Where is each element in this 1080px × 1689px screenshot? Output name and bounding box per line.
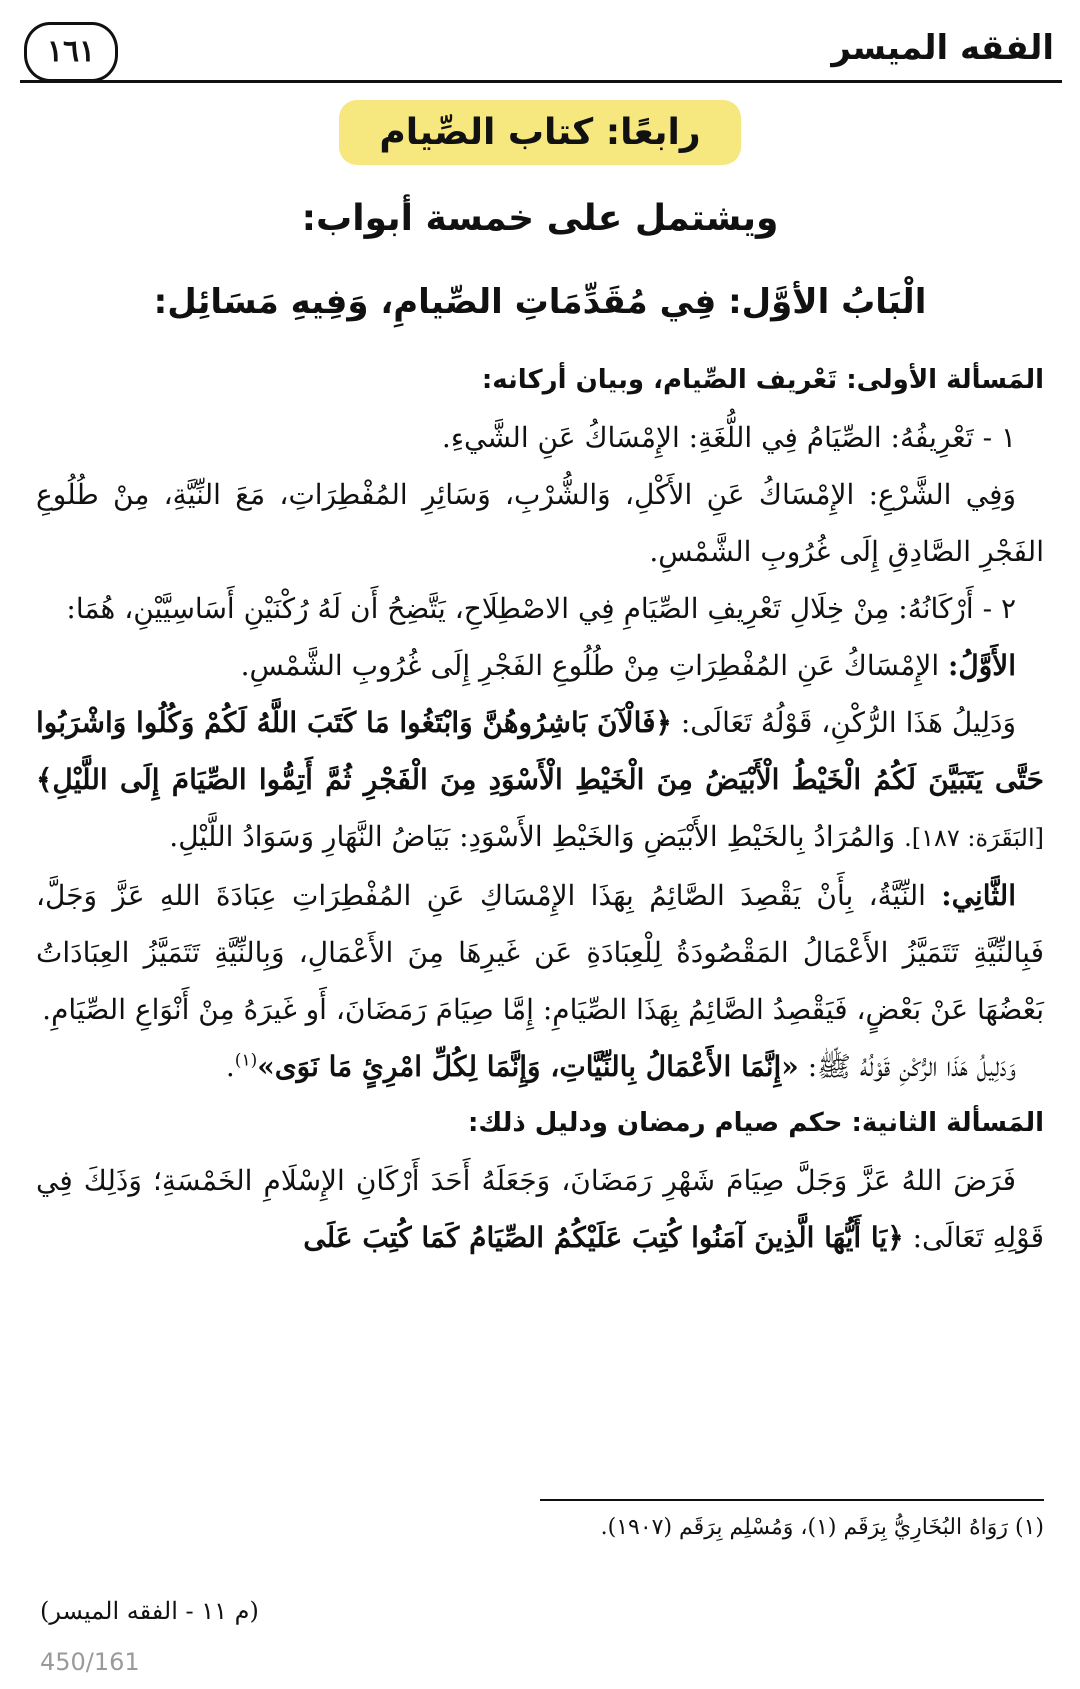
verse-reference: [البَقَرَة: ١٨٧].: [904, 824, 1044, 852]
footnote-divider: [540, 1499, 1044, 1501]
footnote: (١) رَوَاهُ البُخَارِيُّ بِرَقَم (١)، وَمُسْلِم بِرَقَم (١٩٠٧).: [600, 1515, 1044, 1540]
page-number-badge: ١٦١: [24, 22, 118, 82]
pillar-first: [36, 637, 1044, 694]
page-header: [20, 18, 1062, 82]
pillar-first-label: الأَوَّلُ:: [948, 649, 1016, 682]
pdf-page-counter: 450/161: [40, 1648, 140, 1676]
hadith-text: «إِنَّمَا الأَعْمَالُ بِالنِّيَّاتِ، وَإِنَّمَا لِكُلِّ امْرِئٍ مَا نَوَى»: [257, 1050, 799, 1083]
issue-2-body: فَرَضَ اللهُ عَزَّ وَجَلَّ صِيَامَ شَهْرِ رَمَضَانَ، وَجَعَلَهُ أَحَدَ أَرْكَانِ الإِسْلَامِ الخَمْسَةِ؛ وَذَلِكَ فِي قَوْلِهِ تَعَالَى:: [36, 1164, 1044, 1254]
signature-mark: (م ١١ - الفقه الميسر): [40, 1597, 259, 1625]
chapter-heading-wrap: [0, 100, 1080, 165]
pillar-second-label: الثَّانِي:: [941, 879, 1016, 912]
hadith-end: .: [225, 1050, 235, 1083]
footnote-marker: (١): [234, 1050, 258, 1071]
evidence-2: [36, 1038, 1044, 1095]
evidence-1-intro: وَدَلِيلُ هَذَا الرُّكْنِ، قَوْلُهُ تَعَالَى:: [680, 706, 1016, 739]
definition-language: ١ - تَعْرِيفُهُ: الصِّيَامُ فِي اللُّغَةِ: الإِمْسَاكُ عَنِ الشَّيءِ.: [441, 421, 1016, 454]
pillars-intro: ٢ - أَرْكَانُهُ: مِنْ خِلَالِ تَعْرِيفِ الصِّيَامِ فِي الاصْطِلَاحِ، يَتَّضِحُ أَن لَهُ رُكْنَيْنِ أَسَاسِيَّيْنِ، هُمَا:: [66, 592, 1016, 625]
definition-sharia: وَفِي الشَّرْعِ: الإِمْسَاكُ عَنِ الأَكْلِ، وَالشُّرْبِ، وَسَائِرِ المُفْطِرَاتِ، مَعَ النِّيَّةِ، مِنْ طُلُوعِ الفَجْرِ الصَّادِقِ إِلَى غُرُوبِ الشَّمْسِ.: [36, 478, 1044, 568]
section-title: الْبَابُ الأوَّل: فِي مُقَدِّمَاتِ الصِّيامِ، وَفِيهِ مَسَائِل:: [153, 282, 927, 322]
quran-verse-baqarah-187: ﴿فَالْآنَ بَاشِرُوهُنَّ وَابْتَغُوا مَا كَتَبَ اللَّهُ لَكُمْ وَكُلُوا وَاشْرَبُوا حَتَّى يَتَبَيَّنَ لَكُمُ الْخَيْطُ الْأَبْيَضُ مِنَ الْخَيْطِ الْأَسْوَدِ مِنَ الْفَجْرِ ثُمَّ أَتِمُّوا الصِّيَامَ إِلَى اللَّيْلِ﴾: [36, 706, 1044, 796]
header-divider: [20, 80, 1062, 83]
quran-verse-fasting: ﴿يَا أَيُّهَا الَّذِينَ آمَنُوا كُتِبَ عَلَيْكُمُ الصِّيَامُ كَمَا كُتِبَ عَلَى: [303, 1221, 904, 1254]
issue-2-text: [36, 1152, 1044, 1266]
pillar-first-text: الإِمْسَاكُ عَنِ المُفْطِرَاتِ مِنْ طُلُوعِ الفَجْرِ إِلَى غُرُوبِ الشَّمْسِ.: [240, 649, 940, 682]
issue-2-heading: المَسألة الثانية: حكم صيام رمضان ودليل ذلك:: [468, 1108, 1044, 1138]
verse-meaning: وَالمُرَادُ بِالخَيْطِ الأَبْيَضِ وَالخَيْطِ الأَسْوَدِ: بَيَاضُ النَّهَارِ وَسَوَادُ اللَّيْلِ.: [169, 820, 896, 853]
issue-1-heading: المَسألة الأولى: تَعْريف الصِّيام، وبيان أركانه:: [481, 365, 1044, 395]
body-text: [36, 352, 1044, 1266]
pillar-second: [36, 867, 1044, 1038]
evidence-2-intro: وَدَلِيلُ هَذَا الرُّكْنِ قَوْلُهُ ﷺ:: [807, 1050, 1016, 1083]
running-title: الفقه الميسر: [831, 28, 1054, 68]
chapter-title-highlighted: رابعًا: كتاب الصِّيام: [339, 100, 740, 165]
evidence-1: [36, 694, 1044, 867]
chapter-subtitle: ويشتمل على خمسة أبواب:: [301, 198, 779, 239]
pillar-second-text: النِّيَّةُ، بِأَنْ يَقْصِدَ الصَّائِمُ بِهَذَا الإِمْسَاكِ عَنِ المُفْطِرَاتِ عِبَادَةَ اللهِ عَزَّ وَجَلَّ، فَبِالنِّيَّةِ تَتَمَيَّزُ الأَعْمَالُ المَقْصُودَةُ لِلْعِبَادَةِ عَن غَيرِهَا مِنَ الأَعْمَالِ، وَبِالنِّيَّةِ تَتَمَيَّزُ العِبَادَاتُ بَعْضُهَا عَنْ بَعْضٍ، فَيَقْصِدُ الصَّائِمُ بِهَذَا الصِّيَامِ: إِمَّا صِيَامَ رَمَضَانَ، أَو غَيرَهُ مِنْ أَنْوَاعِ الصِّيَامِ.: [36, 879, 1044, 1026]
